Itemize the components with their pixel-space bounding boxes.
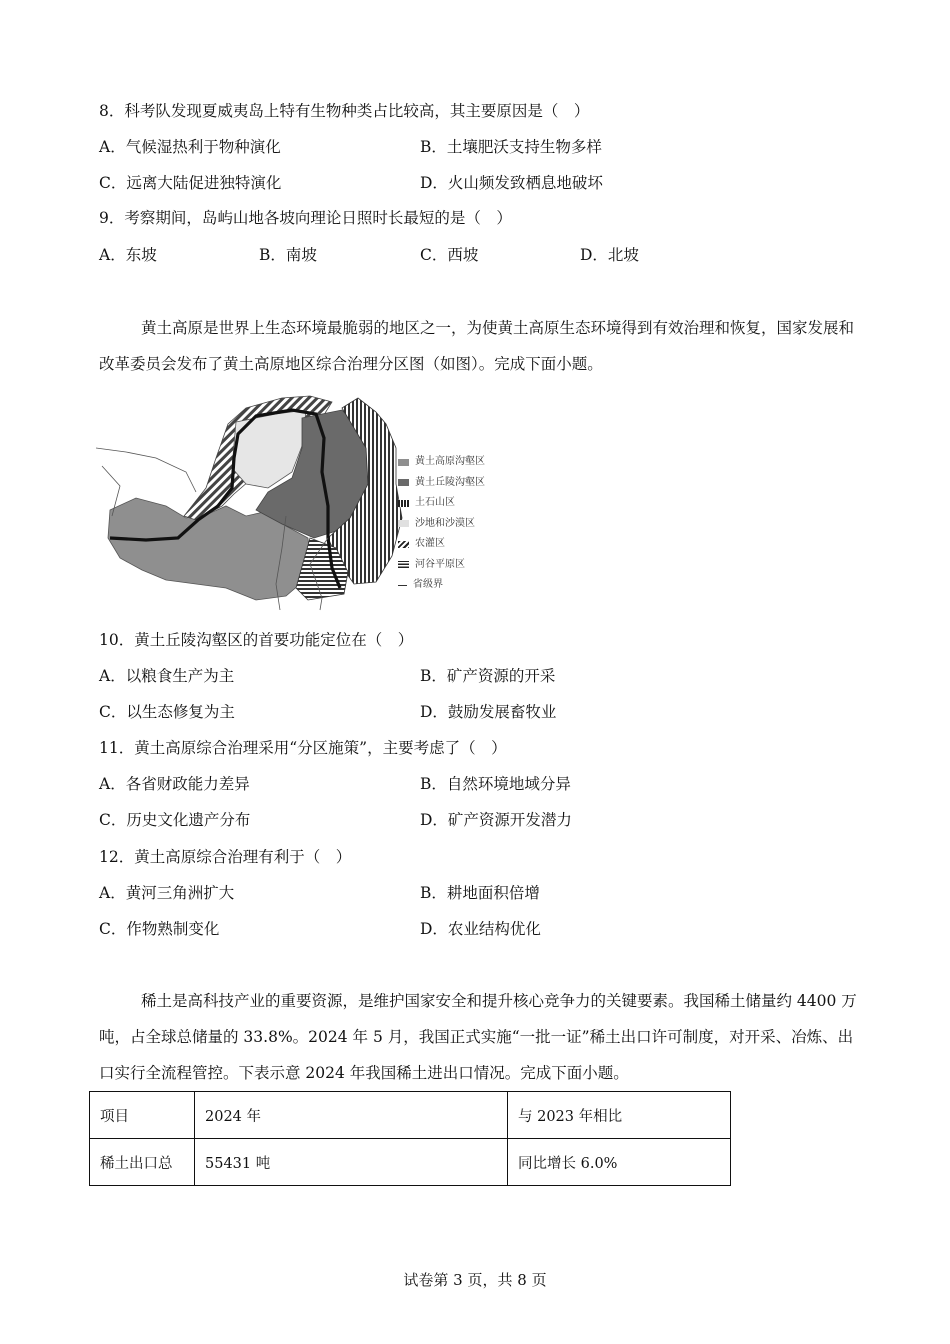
legend-item-irrigation: 农灌区 [398, 534, 485, 555]
legend-swatch [398, 500, 409, 507]
table-row [90, 1139, 731, 1186]
table-cell: 稀土出口总 [90, 1139, 195, 1186]
q12-option-c[interactable]: C．作物熟制变化 [99, 920, 220, 938]
q9-option-d[interactable]: D．北坡 [580, 246, 639, 264]
q12-option-a[interactable]: A．黄河三角洲扩大 [99, 884, 235, 902]
q11-option-c[interactable]: C．历史文化遗产分布 [99, 811, 251, 829]
q11-option-a[interactable]: A．各省财政能力差异 [99, 775, 250, 793]
legend-item-sand: 沙地和沙漠区 [398, 514, 485, 535]
q10-option-d[interactable]: D．鼓励发展畜牧业 [420, 703, 557, 721]
q9-option-c[interactable]: C．西坡 [420, 246, 479, 264]
legend-item-valley-plain: 河谷平原区 [398, 555, 485, 576]
table-cell: 同比增长 6.0% [508, 1139, 731, 1186]
q11-option-b[interactable]: B．自然环境地域分异 [420, 775, 571, 793]
table-header-cell: 2024 年 [195, 1092, 508, 1139]
rare-earth-table [89, 1091, 731, 1186]
table-header-row [90, 1092, 731, 1139]
q12-stem: 12．黄土高原综合治理有利于（ ） [99, 848, 352, 866]
q10-option-a[interactable]: A．以粮食生产为主 [99, 667, 235, 685]
q8-option-d[interactable]: D．火山频发致栖息地破坏 [420, 174, 603, 192]
passage-loess-plateau: 黄土高原是世界上生态环境最脆弱的地区之一，为使黄土高原生态环境得到有效治理和恢复，国家发展和改革委员会发布了黄土高原地区综合治理分区图（如图）。完成下面小题。 [99, 319, 855, 373]
q10-stem: 10．黄土丘陵沟壑区的首要功能定位在（ ） [99, 631, 414, 649]
legend-item-boundary: 省级界 [398, 575, 485, 596]
table-header-cell: 项目 [90, 1092, 195, 1139]
q9-stem: 9．考察期间，岛屿山地各坡向理论日照时长最短的是（ ） [99, 209, 512, 227]
q10-option-b[interactable]: B．矿产资源的开采 [420, 667, 556, 685]
q12-option-d[interactable]: D．农业结构优化 [420, 920, 541, 938]
table-cell: 55431 吨 [195, 1139, 508, 1186]
page-footer: 试卷第 3 页，共 8 页 [403, 1271, 547, 1289]
legend-swatch [398, 520, 409, 527]
passage-rare-earth: 稀土是高科技产业的重要资源，是维护国家安全和提升核心竞争力的关键要素。我国稀土储量约 4400 万吨，占全球总储量的 33.8%。2024 年 5 月，我国正式实施“一批一证”稀土出口许可制度，对开采、冶炼、出口实行全流程管控。下表示意 2024 年我国稀土进出口情况。完成下面小题。 [99, 992, 857, 1082]
table-header-cell: 与 2023 年相比 [508, 1092, 731, 1139]
legend-swatch [398, 479, 409, 486]
q8-option-c[interactable]: C．远离大陆促进独特演化 [99, 174, 282, 192]
q9-option-b[interactable]: B．南坡 [259, 246, 317, 264]
legend-item-gully: 黄土高原沟壑区 [398, 452, 485, 473]
legend-item-stone-mountain: 土石山区 [398, 493, 485, 514]
legend-swatch [398, 561, 409, 568]
q10-option-c[interactable]: C．以生态修复为主 [99, 703, 235, 721]
q11-option-d[interactable]: D．矿产资源开发潜力 [420, 811, 572, 829]
legend-swatch [398, 459, 409, 466]
legend-item-hill-gully: 黄土丘陵沟壑区 [398, 473, 485, 494]
q12-option-b[interactable]: B．耕地面积倍增 [420, 884, 540, 902]
q8-stem: 8．科考队发现夏威夷岛上特有生物种类占比较高，其主要原因是（ ） [99, 102, 590, 120]
q8-option-b[interactable]: B．土壤肥沃支持生物多样 [420, 138, 602, 156]
legend-line-icon [398, 585, 407, 586]
q8-option-a[interactable]: A．气候湿热利于物种演化 [99, 138, 281, 156]
q11-stem: 11．黄土高原综合治理采用“分区施策”，主要考虑了（ ） [99, 739, 507, 757]
q9-option-a[interactable]: A．东坡 [99, 246, 157, 264]
legend-swatch [398, 541, 409, 548]
map-legend [398, 452, 485, 596]
